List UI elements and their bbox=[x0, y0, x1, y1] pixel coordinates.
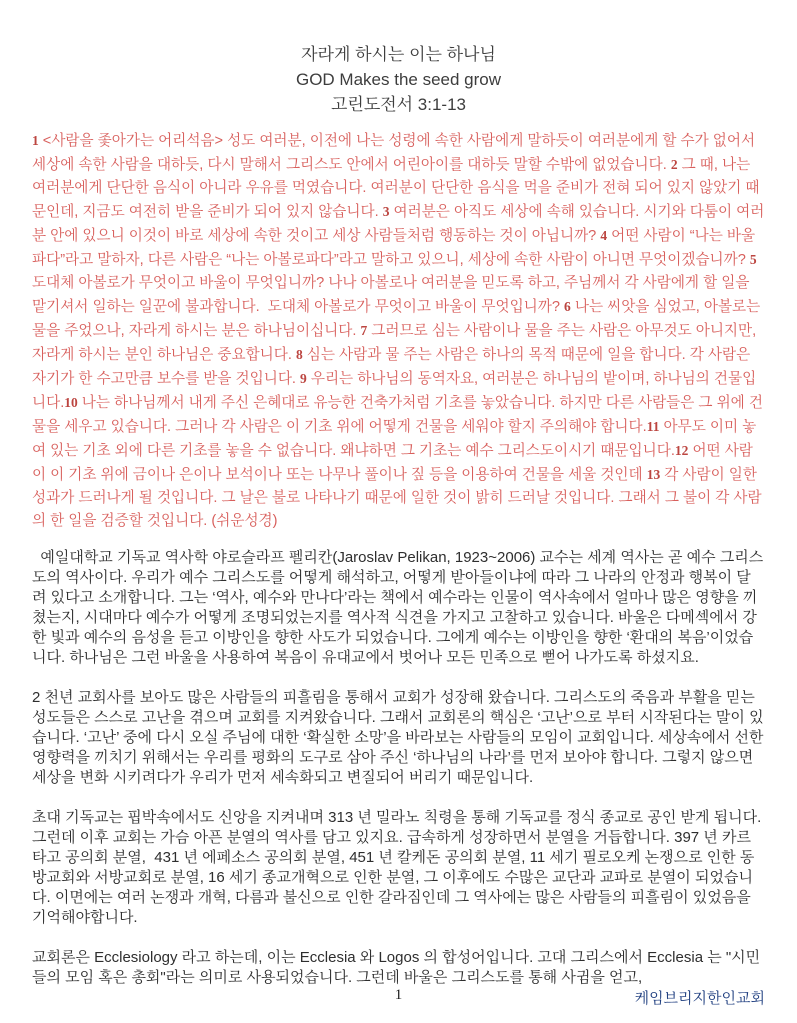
scripture-reference: 고린도전서 3:1-13 bbox=[330, 95, 467, 114]
church-name: 케임브리지한인교회 bbox=[634, 991, 765, 1007]
page-title-korean: 자라게 하시는 이는 하나님 bbox=[301, 45, 496, 64]
document-footer bbox=[0, 987, 797, 1007]
sermon-paragraph-1: 예일대학교 기독교 역사학 야로슬라프 펠리칸(Jaroslav Pelikan, 1923~2006) 교수는 세계 역사는 곧 예수 그리스도의 역사이다. 우리가 예수 그리스도를 어떻게 해석하고, 어떻게 받아들이냐에 따라 그 나라의 안정과 행복이 달려 있다고 소개합니다. 그는 ‘역사, 예수와 만나다’라는 책에서 예수라는 인물이 역사속에서 얼마나 많은 영향을 끼쳤는지, 시대마다 예수가 어떻게 조명되었는지를 역사적 식견을 가지고 고찰하고 있습니다. 바울은 다메섹에서 강한 빛과 예수의 음성을 듣고 이방인을 향한 사도가 되었습니다. 그에게 예수는 이방인을 향한 ‘환대의 복음’이었습니다. 하나님은 그런 바울을 사용하여 복음이 유대교에서 벗어나 모든 민족으로 뻗어 나가도록 하셨지요. bbox=[32, 549, 764, 666]
page-number: 1 bbox=[394, 987, 403, 1003]
sermon-paragraph-2: 2 천년 교회사를 보아도 많은 사람들의 피흘림을 통해서 교회가 성장해 왔습니다. 그리스도의 죽음과 부활을 믿는 성도들은 스스로 고난을 겪으며 교회를 지켜왔습니다. 그래서 교회론의 핵심은 ‘고난’으로 부터 시작된다는 말이 있습니다. ‘고난’ 중에 다시 오실 주님에 대한 ‘확실한 소망’을 바라보는 사람들의 모임이 교회입니다. 세상속에서 선한 영향력을 끼치기 위해서는 우리를 평화의 도구로 삼아 주신 ‘하나님의 나라’를 먼저 보아야 합니다. 그렇지 않으면 세상을 변화 시키려다가 우리가 먼저 세속화되고 변질되어 버리기 때문입니다. bbox=[32, 689, 768, 786]
scripture-passage: 1 <사람을 좇아가는 어리석음> 성도 여러분, 이전에 나는 성령에 속한 사람에게 말하듯이 여러분에게 할 수가 없어서 세상에 속한 사람을 대하듯, 다시 말해서 그리스도 안에서 어린아이를 대하듯 말할 수밖에 없었습니다. 2 그 때, 나는 여러분에게 단단한 음식이 아니라 우유를 먹였습니다. 여러분이 단단한 음식을 먹을 준비가 전혀 되어 있지 않았기 때문인데, 지금도 여전히 받을 준비가 되어 있지 않습니다. 3 여러분은 아직도 세상에 속해 있습니다. 시기와 다툼이 여러분 안에 있으니 이것이 바로 세상에 속한 것이고 세상 사람들처럼 행동하는 것이 아닙니까? 4 어떤 사람이 “나는 바울파다”라고 말하자, 다른 사람은 “나는 아볼로파다”라고 말하고 있으니, 세상에 속한 사람이 아니면 무엇이겠습니까? 5 도대체 아볼로가 무엇이고 바울이 무엇입니까? 나나 아볼로나 여러분을 믿도록 하고, 주님께서 각 사람에게 할 일을 맡기셔서 일하는 일꾼에 불과합니다. 도대체 아볼로가 무엇이고 바울이 무엇입니까? 6 나는 씨앗을 심었고, 아볼로는 물을 주었으나, 자라게 하시는 분은 하나님이십니다. 7 그러므로 심는 사람이나 물을 주는 사람은 아무것도 아니지만, 자라게 하시는 분인 하나님은 중요합니다. 8 심는 사람과 물 주는 사람은 하나의 목적 때문에 일을 합니다. 각 사람은 자기가 한 수고만큼 보수를 받을 것입니다. 9 우리는 하나님의 동역자요, 여러분은 하나님의 밭이며, 하나님의 건물입니다.10 나는 하나님께서 내게 주신 은혜대로 유능한 건축가처럼 기초를 놓았습니다. 하지만 다른 사람들은 그 위에 건물을 세우고 있습니다. 그러나 각 사람은 이 기초 위에 어떻게 건물을 세워야 할지 주의해야 합니다.11 아무도 이미 놓여 있는 기초 외에 다른 기초를 놓을 수 없습니다. 왜냐하면 그 기초는 예수 그리스도이시기 때문입니다.12 어떤 사람이 이 기초 위에 금이나 은이나 보석이나 또는 나무나 풀이나 짚 등을 이용하여 건물을 세울 것인데 13 각 사람이 일한 성과가 드러나게 될 것입니다. 그 날은 불로 나타나기 때문에 일한 것이 밝히 드러날 것입니다. 그래서 그 불이 각 사람의 한 일을 검증할 것입니다. (쉬운성경) bbox=[32, 133, 765, 529]
sermon-body bbox=[32, 548, 768, 988]
sermon-paragraph-3: 초대 기독교는 핍박속에서도 신앙을 지켜내며 313 년 밀라노 칙령을 통해 기독교를 정식 종교로 공인 받게 됩니다. 그런데 이후 교회는 가슴 아픈 분열의 역사를 담고 있지요. 급속하게 성장하면서 분열을 거듭합니다. 397 년 카르타고 공의회 분열, 431 년 에페소스 공의회 분열, 451 년 칼케돈 공의회 분열, 11 세기 필로오케 논쟁으로 인한 동방교회와 서방교회로 분열, 16 세기 종교개혁으로 인한 분열, 그 이후에도 수많은 교단과 교파로 분열이 되었습니다. 이면에는 여러 논쟁과 개혁, 다름과 불신으로 인한 갈라짐인데 그 역사에는 많은 사람들의 피흘림이 있었음을 기억해야합니다. bbox=[32, 809, 766, 926]
sermon-paragraph-4: 교회론은 Ecclesiology 라고 하는데, 이는 Ecclesia 와 Logos 의 합성어입니다. 고대 그리스에서 Ecclesia 는 "시민들의 모임 혹은 총회"라는 의미로 사용되었습니다. 그런데 바울은 그리스도를 통해 사귐을 얻고, bbox=[32, 949, 761, 986]
document-header bbox=[32, 42, 765, 117]
page-title-english: GOD Makes the seed grow bbox=[295, 70, 502, 89]
